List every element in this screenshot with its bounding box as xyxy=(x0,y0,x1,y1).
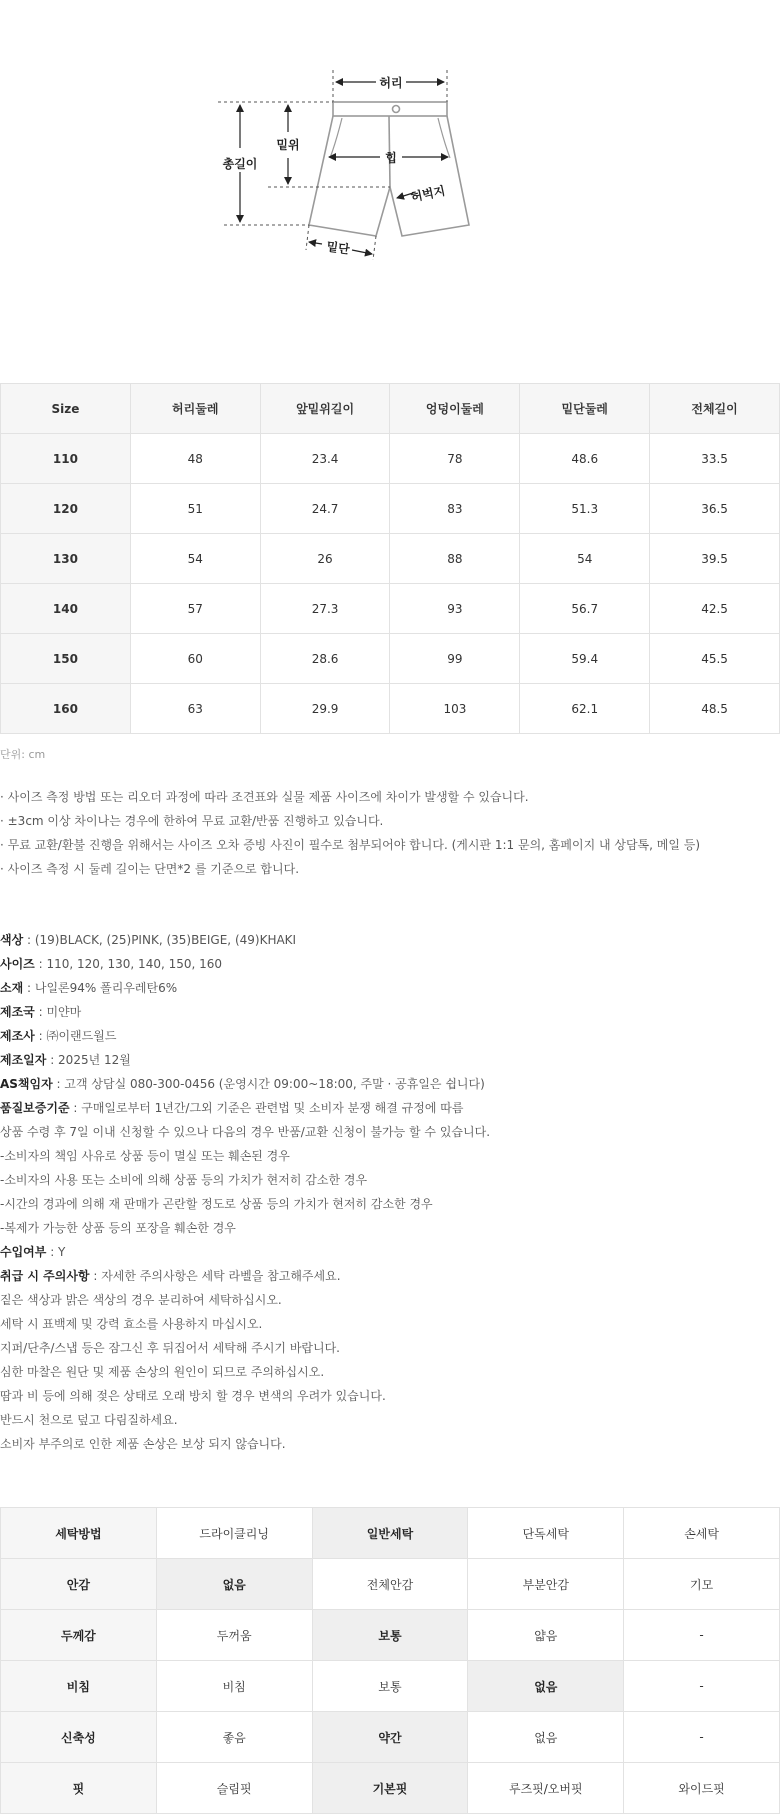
care-option: 얇음 xyxy=(468,1610,624,1661)
care-label: 비침 xyxy=(1,1661,157,1712)
table-cell: 23.4 xyxy=(260,434,390,484)
info-row-text xyxy=(0,1192,490,1216)
unit-text: 단위: cm xyxy=(0,748,46,761)
size-cell: 140 xyxy=(1,584,131,634)
care-option: 루즈핏/오버핏 xyxy=(468,1763,624,1814)
info-key: 수입여부 xyxy=(0,1245,47,1259)
table-row xyxy=(1,634,780,684)
table-row xyxy=(1,684,780,734)
info-value: 땀과 비 등에 의해 젖은 상태로 오래 방치 할 경우 변색의 우려가 있습니다. xyxy=(0,1389,386,1403)
table-cell: 45.5 xyxy=(650,634,780,684)
size-cell: 130 xyxy=(1,534,131,584)
total-length-label: 총길이 xyxy=(222,157,258,171)
table-cell: 103 xyxy=(390,684,520,734)
table-cell: 24.7 xyxy=(260,484,390,534)
table-cell: 56.7 xyxy=(520,584,650,634)
info-value: : (19)BLACK, (25)PINK, (35)BEIGE, (49)KHAKI xyxy=(23,933,297,947)
info-value: : ㈜이랜드월드 xyxy=(34,1029,117,1043)
header-size: Size xyxy=(1,384,131,434)
info-key: 소재 xyxy=(0,981,24,995)
table-cell: 26 xyxy=(260,534,390,584)
info-row-text xyxy=(0,1360,490,1384)
care-row-stretch xyxy=(1,1712,780,1763)
table-cell: 42.5 xyxy=(650,584,780,634)
info-row-text xyxy=(0,1120,490,1144)
table-row xyxy=(1,484,780,534)
table-cell: 63 xyxy=(130,684,260,734)
care-row-wash xyxy=(1,1508,780,1559)
care-option: 두꺼움 xyxy=(156,1610,312,1661)
care-option: 슬림핏 xyxy=(156,1763,312,1814)
info-value: : 2025년 12월 xyxy=(46,1053,131,1067)
table-cell: 29.9 xyxy=(260,684,390,734)
product-info xyxy=(0,928,490,1456)
note-item: · 사이즈 측정 방법 또는 리오더 과정에 따라 조견표와 실물 제품 사이즈에 차이가 발생할 수 있습니다. xyxy=(0,790,529,804)
shorts-outline xyxy=(309,102,469,236)
care-table xyxy=(0,1507,780,1814)
size-table-header-row xyxy=(1,384,780,434)
info-value: : 미얀마 xyxy=(34,1005,82,1019)
info-row-text xyxy=(0,1168,490,1192)
info-value: -소비자의 책임 사유로 상품 등이 멸실 또는 훼손된 경우 xyxy=(0,1149,290,1163)
table-row xyxy=(1,434,780,484)
info-key: 사이즈 xyxy=(0,957,35,971)
info-key: 제조국 xyxy=(0,1005,35,1019)
info-row-text xyxy=(0,1432,490,1456)
info-value: : 나일론94% 폴리우레탄6% xyxy=(23,981,178,995)
size-cell: 120 xyxy=(1,484,131,534)
table-cell: 54 xyxy=(520,534,650,584)
note-item: · 무료 교환/환불 진행을 위해서는 사이즈 오차 증빙 사진이 필수로 첨부되어야 합니다. (게시판 1:1 문의, 홈페이지 내 상담톡, 메일 등) xyxy=(0,838,701,852)
info-value: -복제가 가능한 상품 등의 포장을 훼손한 경우 xyxy=(0,1221,236,1235)
info-value: : 110, 120, 130, 140, 150, 160 xyxy=(34,957,223,971)
table-cell: 48.5 xyxy=(650,684,780,734)
care-option-selected: 기본핏 xyxy=(312,1763,468,1814)
care-option: 보통 xyxy=(312,1661,468,1712)
info-row-text xyxy=(0,1408,490,1432)
info-row-manufacturer xyxy=(0,1024,490,1048)
table-cell: 60 xyxy=(130,634,260,684)
table-cell: 88 xyxy=(390,534,520,584)
care-option-selected: 없음 xyxy=(468,1661,624,1712)
info-value: 상품 수령 후 7일 이내 신청할 수 있으나 다음의 경우 반품/교환 신청이 불가능 할 수 있습니다. xyxy=(0,1125,491,1139)
info-value: : 구매일로부터 1년간/그외 기준은 관련법 및 소비자 분쟁 해결 규정에 따름 xyxy=(69,1101,464,1115)
info-key: 제조사 xyxy=(0,1029,35,1043)
size-cell: 150 xyxy=(1,634,131,684)
table-cell: 78 xyxy=(390,434,520,484)
care-option: - xyxy=(624,1712,780,1763)
table-row xyxy=(1,534,780,584)
info-value: 지퍼/단추/스냅 등은 잠그신 후 뒤집어서 세탁해 주시기 바랍니다. xyxy=(0,1341,340,1355)
info-value: 짙은 색상과 밝은 색상의 경우 분리하여 세탁하십시오. xyxy=(0,1293,282,1307)
note-item: · ±3cm 이상 차이나는 경우에 한하여 무료 교환/반품 진행하고 있습니다. xyxy=(0,814,384,828)
care-option: 와이드핏 xyxy=(624,1763,780,1814)
care-row-thickness xyxy=(1,1610,780,1661)
care-option: 부분안감 xyxy=(468,1559,624,1610)
info-value: 소비자 부주의로 인한 제품 손상은 보상 되지 않습니다. xyxy=(0,1437,286,1451)
info-value: : 자세한 주의사항은 세탁 라벨을 참고해주세요. xyxy=(89,1269,341,1283)
care-option: 비침 xyxy=(156,1661,312,1712)
table-cell: 57 xyxy=(130,584,260,634)
info-row-care xyxy=(0,1264,490,1288)
table-cell: 51.3 xyxy=(520,484,650,534)
size-cell: 160 xyxy=(1,684,131,734)
info-row-size xyxy=(0,952,490,976)
care-option-selected: 보통 xyxy=(312,1610,468,1661)
care-option: 전체안감 xyxy=(312,1559,468,1610)
header-waist: 허리둘레 xyxy=(130,384,260,434)
info-key: 색상 xyxy=(0,933,24,947)
info-row-date xyxy=(0,1048,490,1072)
info-row-text xyxy=(0,1384,490,1408)
care-label: 신축성 xyxy=(1,1712,157,1763)
info-row-text xyxy=(0,1336,490,1360)
header-front-rise: 앞밑위길이 xyxy=(260,384,390,434)
table-row xyxy=(1,584,780,634)
table-cell: 48 xyxy=(130,434,260,484)
waist-label: 허리 xyxy=(379,76,403,90)
care-label: 두께감 xyxy=(1,1610,157,1661)
measurement-arrows xyxy=(240,82,448,257)
size-cell: 110 xyxy=(1,434,131,484)
care-row-lining xyxy=(1,1559,780,1610)
info-value: 반드시 천으로 덮고 다림질하세요. xyxy=(0,1413,178,1427)
info-key: 품질보증기준 xyxy=(0,1101,70,1115)
care-option: - xyxy=(624,1610,780,1661)
header-hip: 엉덩이둘레 xyxy=(390,384,520,434)
care-option: - xyxy=(624,1661,780,1712)
table-cell: 36.5 xyxy=(650,484,780,534)
care-label: 세탁방법 xyxy=(1,1508,157,1559)
care-option-selected: 일반세탁 xyxy=(312,1508,468,1559)
table-cell: 51 xyxy=(130,484,260,534)
care-option: 단독세탁 xyxy=(468,1508,624,1559)
hem-label: 밑단 xyxy=(325,239,351,257)
care-option: 손세탁 xyxy=(624,1508,780,1559)
care-option-selected: 약간 xyxy=(312,1712,468,1763)
info-value: : Y xyxy=(46,1245,66,1259)
info-row-material xyxy=(0,976,490,1000)
care-option: 기모 xyxy=(624,1559,780,1610)
size-notes xyxy=(0,785,700,881)
info-key: 취급 시 주의사항 xyxy=(0,1269,90,1283)
table-cell: 39.5 xyxy=(650,534,780,584)
table-cell: 83 xyxy=(390,484,520,534)
care-row-sheerness xyxy=(1,1661,780,1712)
care-option: 드라이클리닝 xyxy=(156,1508,312,1559)
info-row-text xyxy=(0,1216,490,1240)
table-cell: 28.6 xyxy=(260,634,390,684)
header-total-length: 전체길이 xyxy=(650,384,780,434)
measurement-diagram xyxy=(0,0,780,300)
thigh-label: 허벅지 xyxy=(409,183,447,205)
care-option-selected: 없음 xyxy=(156,1559,312,1610)
info-row-import xyxy=(0,1240,490,1264)
table-cell: 48.6 xyxy=(520,434,650,484)
info-row-warranty xyxy=(0,1096,490,1120)
table-cell: 93 xyxy=(390,584,520,634)
table-cell: 99 xyxy=(390,634,520,684)
info-row-color xyxy=(0,928,490,952)
shorts-diagram-svg xyxy=(0,0,780,300)
care-label: 핏 xyxy=(1,1763,157,1814)
table-cell: 54 xyxy=(130,534,260,584)
info-row-as xyxy=(0,1072,490,1096)
care-label: 안감 xyxy=(1,1559,157,1610)
header-hem: 밑단둘레 xyxy=(520,384,650,434)
table-cell: 62.1 xyxy=(520,684,650,734)
info-value: -시간의 경과에 의해 재 판매가 곤란할 정도로 상품 등의 가치가 현저히 감소한 경우 xyxy=(0,1197,433,1211)
table-cell: 59.4 xyxy=(520,634,650,684)
rise-label: 밑위 xyxy=(276,138,300,152)
care-row-fit xyxy=(1,1763,780,1814)
info-key: AS책임자 xyxy=(0,1077,53,1091)
info-row-country xyxy=(0,1000,490,1024)
size-table xyxy=(0,383,780,734)
info-row-text xyxy=(0,1312,490,1336)
info-value: -소비자의 사용 또는 소비에 의해 상품 등의 가치가 현저히 감소한 경우 xyxy=(0,1173,368,1187)
note-item: · 사이즈 측정 시 둘레 길이는 단면*2 를 기준으로 합니다. xyxy=(0,862,300,876)
info-value: 세탁 시 표백제 및 강력 효소를 사용하지 마십시오. xyxy=(0,1317,263,1331)
table-cell: 33.5 xyxy=(650,434,780,484)
info-row-text xyxy=(0,1288,490,1312)
care-option: 좋음 xyxy=(156,1712,312,1763)
info-value: : 고객 상담실 080-300-0456 (운영시간 09:00~18:00, 주말 · 공휴일은 쉽니다) xyxy=(52,1077,485,1091)
care-option: 없음 xyxy=(468,1712,624,1763)
info-row-text xyxy=(0,1144,490,1168)
info-value: 심한 마찰은 원단 및 제품 손상의 원인이 되므로 주의하십시오. xyxy=(0,1365,325,1379)
hip-label: 힙 xyxy=(385,151,397,165)
info-key: 제조일자 xyxy=(0,1053,47,1067)
table-cell: 27.3 xyxy=(260,584,390,634)
